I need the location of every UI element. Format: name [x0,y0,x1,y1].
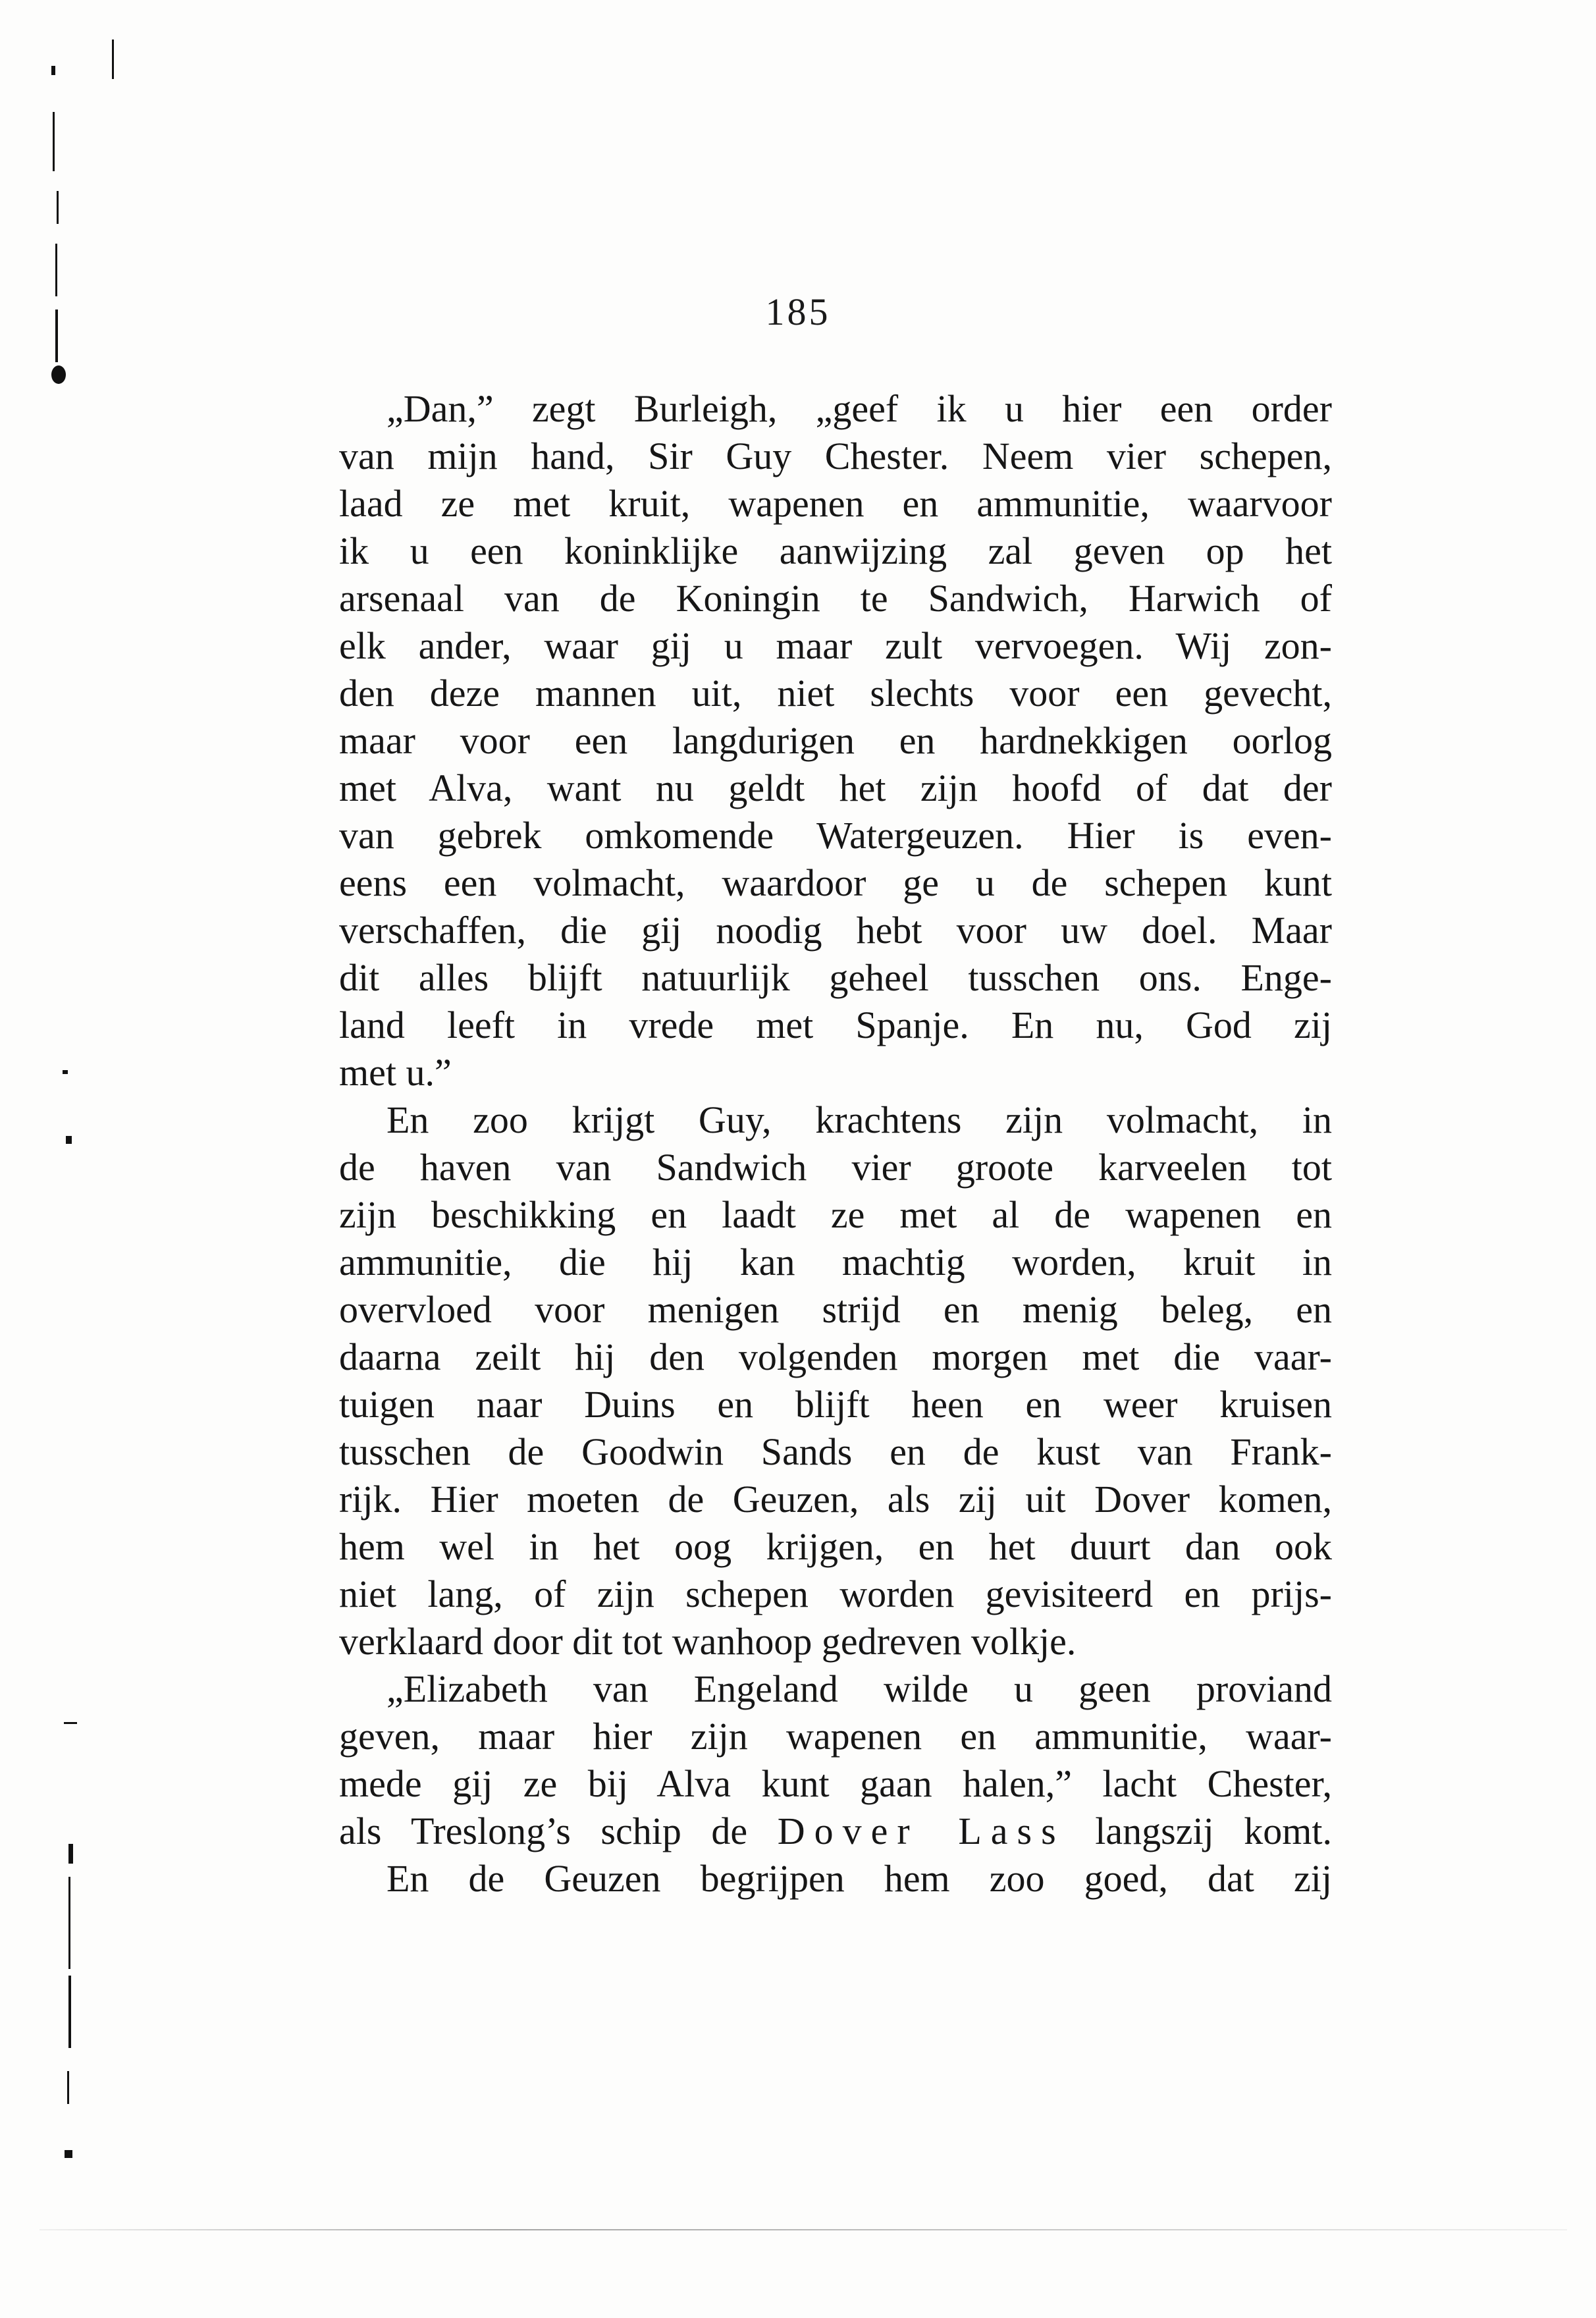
text-line: de haven van Sandwich vier groote karveelen tot [339,1146,1332,1189]
text-line: overvloed voor menigen strijd en menig beleg, en [339,1288,1332,1331]
text-line: dit alles blijft natuurlijk geheel tusschen ons. Enge- [339,956,1332,999]
ship-name: Dover Lass [777,1810,1065,1852]
text-line [339,1808,1332,1855]
text-line: verklaard door dit tot wanhoop gedreven volkje. [339,1620,1077,1663]
scan-edge-line [40,2229,1567,2230]
text-line: niet lang, of zijn schepen worden gevisiteerd en prijs- [339,1573,1332,1615]
text-line: laad ze met kruit, wapenen en ammunitie, waarvoor [339,482,1332,525]
text-line: ik u een koninklijke aanwijzing zal geven op het [339,529,1332,572]
text-line: „Elizabeth van Engeland wilde u geen proviand [386,1667,1332,1710]
scan-mark [64,1722,77,1724]
scan-mark [57,191,59,224]
text-line: met Alva, want nu geldt het zijn hoofd of dat der [339,767,1332,809]
scan-mark [66,1136,72,1144]
text-line: daarna zeilt hij den volgenden morgen met die vaar- [339,1335,1332,1378]
text-line: land leeft in vrede met Spanje. En nu, God zij [339,1004,1332,1046]
text-line: tusschen de Goodwin Sands en de kust van Frank- [339,1430,1332,1473]
body-text [339,385,1332,1902]
text-line: En zoo krijgt Guy, krachtens zijn volmacht, in [386,1098,1332,1141]
text-line: elk ander, waar gij u maar zult vervoegen. Wij zon- [339,624,1332,667]
text-line: „Dan,” zegt Burleigh, „geef ik u hier een order [386,387,1332,430]
text-line: arsenaal van de Koningin te Sandwich, Harwich of [339,577,1332,620]
text-line: den deze mannen uit, niet slechts voor een gevecht, [339,672,1332,714]
scan-mark [65,2150,72,2158]
scan-mark [67,2071,69,2104]
text-line: mede gij ze bij Alva kunt gaan halen,” lacht Chester, [339,1762,1332,1805]
scan-mark [112,40,114,79]
text-line: zijn beschikking en laadt ze met al de wapenen en [339,1193,1332,1236]
scan-mark [51,66,55,75]
text-line: geven, maar hier zijn wapenen en ammunitie, waar- [339,1715,1332,1758]
text-line: tuigen naar Duins en blijft heen en weer kruisen [339,1383,1332,1426]
page-number: 185 [765,290,831,333]
text-line: van mijn hand, Sir Guy Chester. Neem vier schepen, [339,435,1332,477]
text-line: ammunitie, die hij kan machtig worden, kruit in [339,1241,1332,1283]
text-line: rijk. Hier moeten de Geuzen, als zij uit Dover komen, [339,1478,1332,1521]
text-line: hem wel in het oog krijgen, en het duurt dan ook [339,1525,1332,1568]
scan-mark [51,365,66,384]
text-line: verschaffen, die gij noodig hebt voor uw doel. Maar [339,909,1332,952]
text-segment: als Treslong’s schip de [339,1810,778,1852]
text-segment: langszij komt. [1065,1810,1333,1852]
scan-mark [68,1877,70,1969]
text-line: En de Geuzen begrijpen hem zoo goed, dat zij [386,1857,1332,1900]
scan-mark [53,112,55,171]
text-line: van gebrek omkomende Watergeuzen. Hier is even- [339,814,1332,857]
scan-mark [68,1844,73,1864]
text-line: eens een volmacht, waardoor ge u de schepen kunt [339,861,1332,904]
text-line: maar voor een langdurigen en hardnekkigen oorlog [339,719,1332,762]
text-line: met u.” [339,1051,452,1094]
scan-mark [63,1070,68,1074]
scan-mark [55,244,57,296]
scan-mark [68,1976,71,2048]
